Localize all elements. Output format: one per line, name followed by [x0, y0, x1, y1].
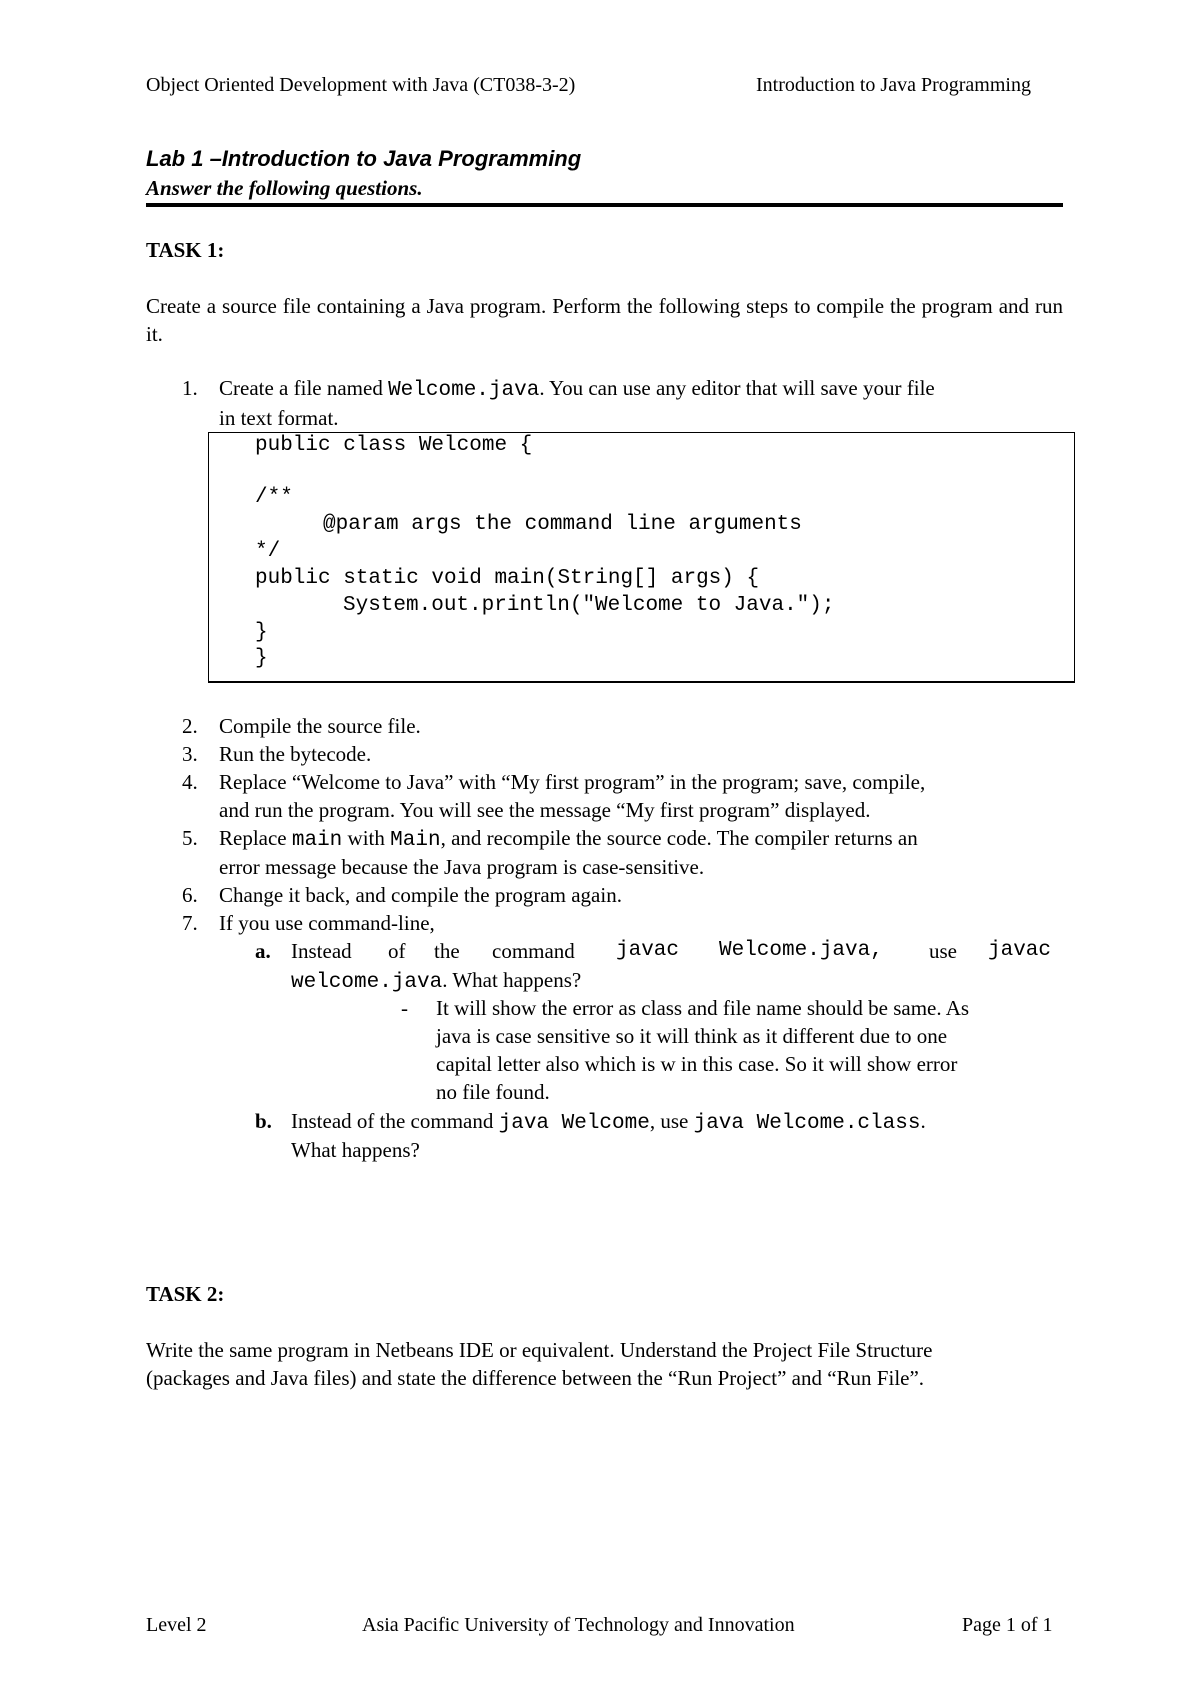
code-line-3: @param args the command line arguments [323, 513, 802, 536]
task2-line1: Write the same program in Netbeans IDE or equivalent. Understand the Project File Structure [146, 1338, 933, 1362]
step7-text: If you use command-line, [219, 911, 435, 935]
step5-line1 [219, 824, 1064, 855]
task2-heading: TASK 2: [146, 1282, 225, 1306]
code-line-6: System.out.println("Welcome to Java."); [343, 594, 835, 617]
sub-b-t2: , use [649, 1109, 694, 1133]
sub-b-t3: . [920, 1109, 926, 1133]
step5-t3: , and recompile the source code. The compiler returns an [440, 826, 918, 850]
step1-code: Welcome.java [388, 379, 540, 402]
answer-line-4: no file found. [436, 1080, 550, 1104]
code-line-4: */ [255, 540, 281, 563]
step1-number: 1. [182, 376, 198, 400]
step3-text: Run the bytecode. [219, 742, 372, 766]
sub-a-line2 [291, 966, 581, 997]
sub-b-code-java-Welcome-class: java Welcome.class [693, 1112, 921, 1135]
step5-code-Main: Main [390, 829, 441, 852]
header-course-title: Object Oriented Development with Java (CT038-3-2) [146, 74, 576, 96]
step5-t1: Replace [219, 826, 292, 850]
code-line-2: /** [255, 486, 293, 509]
sub-a-w2: of [388, 939, 406, 963]
footer-university: Asia Pacific University of Technology and Innovation [362, 1614, 795, 1636]
sub-a-code-javac-2: javac [988, 939, 1052, 962]
code-line-5: public static void main(String[] args) { [255, 567, 760, 590]
answer-line-3: capital letter also which is w in this case. So it will show error [436, 1052, 958, 1076]
sub-a-tail: . What happens? [442, 968, 582, 992]
sub-b-code-java-Welcome: java Welcome [498, 1112, 650, 1135]
sub-a-label: a. [255, 939, 271, 963]
step4-line2: and run the program. You will see the message “My first program” displayed. [219, 798, 871, 822]
sub-a-code-welcome-java: welcome.java [291, 971, 443, 994]
sub-b-line2: What happens? [291, 1138, 420, 1162]
step5-code-main: main [291, 829, 343, 852]
step6-text: Change it back, and compile the program again. [219, 883, 622, 907]
step5-number: 5. [182, 826, 198, 850]
step1-post: . You can use any editor that will save your file [539, 376, 935, 400]
code-line-7: } [255, 621, 268, 644]
footer-page-number: Page 1 of 1 [962, 1614, 1053, 1636]
step2-number: 2. [182, 714, 198, 738]
answer-line-2: java is case sensitive so it will think as it different due to one [436, 1024, 948, 1048]
step1-line2: in text format. [219, 406, 339, 430]
sub-a-w3: the [434, 939, 460, 963]
answer-line-1: It will show the error as class and file name should be same. As [436, 996, 970, 1020]
sub-a-code-Welcome-java: Welcome.java, [719, 939, 883, 962]
task1-intro: Create a source file containing a Java program. Perform the following steps to compile the program and run it. [146, 294, 1063, 346]
code-box [208, 432, 1075, 683]
code-line-1: public class Welcome { [255, 434, 533, 457]
step5-t2: with [342, 826, 391, 850]
sub-b-line1 [291, 1107, 1064, 1138]
task2-line2: (packages and Java files) and state the difference between the “Run Project” and “Run File”. [146, 1366, 925, 1390]
step1-text [219, 374, 1064, 405]
title-rule [146, 203, 1063, 207]
step2-text: Compile the source file. [219, 714, 421, 738]
step7-number: 7. [182, 911, 198, 935]
lab-subtitle: Answer the following questions. [146, 176, 423, 200]
task1-heading: TASK 1: [146, 238, 225, 262]
sub-a-w5: use [929, 939, 957, 963]
step4-number: 4. [182, 770, 198, 794]
code-line-8: } [255, 647, 268, 670]
sub-b-t1: Instead of the command [291, 1109, 499, 1133]
step4-line1: Replace “Welcome to Java” with “My first program” in the program; save, compile, [219, 770, 926, 794]
step1-pre: Create a file named [219, 376, 389, 400]
answer-dash: - [401, 996, 408, 1020]
step5-line2: error message because the Java program is case-sensitive. [219, 855, 705, 879]
step6-number: 6. [182, 883, 198, 907]
step3-number: 3. [182, 742, 198, 766]
sub-a-w1: Instead [291, 939, 352, 963]
lab-title: Lab 1 –Introduction to Java Programming [146, 146, 582, 171]
sub-b-label: b. [255, 1109, 272, 1133]
sub-a-code-javac: javac [616, 939, 680, 962]
sub-a-w4: command [492, 939, 575, 963]
header-topic: Introduction to Java Programming [756, 74, 1031, 96]
footer-level: Level 2 [146, 1614, 207, 1636]
